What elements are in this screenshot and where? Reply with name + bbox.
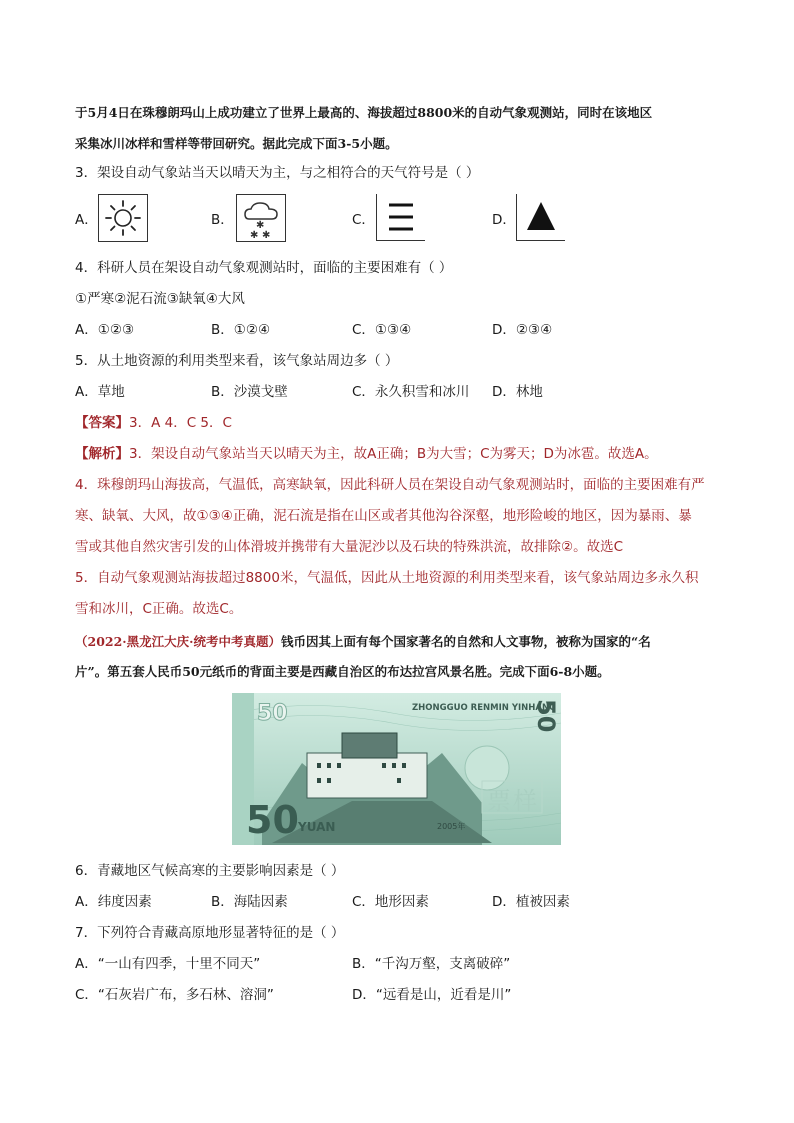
passage2-line-1 bbox=[75, 632, 651, 652]
bank-name: ZHONGGUO RENMIN YINHANG bbox=[412, 703, 557, 713]
svg-text:✱: ✱ bbox=[256, 220, 265, 231]
q6-option-d: D．植被因素 bbox=[492, 894, 570, 910]
heavy-snow-icon bbox=[236, 194, 286, 242]
denomination-side: 50 bbox=[532, 699, 560, 733]
denomination-bottom: 50 bbox=[246, 798, 299, 842]
answer-line bbox=[75, 413, 232, 433]
hail-icon bbox=[516, 194, 565, 241]
analysis-q3-text: 3．架设自动气象站当天以晴天为主，故A正确；B为大雪；C为雾天；D为冰雹。故选A。 bbox=[129, 446, 658, 462]
q4-option-b: B．①②④ bbox=[211, 322, 271, 338]
q7-option-b: B．“千沟万壑，支离破碎” bbox=[352, 956, 511, 972]
intro-line-1: 于5月4日在珠穆朗玛山上成功建立了世界上最高的、海拔超过8800米的自动气象观测站，同时在该地区 bbox=[75, 105, 653, 120]
source-tag: （2022·黑龙江大庆·统考中考真题） bbox=[75, 634, 281, 649]
q3-option-d-label: D． bbox=[492, 212, 516, 228]
question-7-stem: 7．下列符合青藏高原地形显著特征的是（ ） bbox=[75, 925, 345, 941]
passage2-text-1: 钱币因其上面有每个国家著名的自然和人文事物，被称为国家的“名 bbox=[281, 634, 651, 649]
currency-label: YUAN bbox=[298, 820, 336, 834]
issue-year: 2005年 bbox=[437, 822, 466, 831]
q5-option-d: D．林地 bbox=[492, 384, 543, 400]
q6-option-a: A．纬度因素 bbox=[75, 894, 152, 910]
answer-text: 3．A 4．C 5．C bbox=[129, 415, 232, 431]
q3-option-b-label: B． bbox=[211, 212, 234, 228]
question-4-list: ①严寒②泥石流③缺氧④大风 bbox=[75, 291, 245, 307]
question-4-stem: 4．科研人员在架设自动气象观测站时，面临的主要困难有（ ） bbox=[75, 260, 453, 276]
q6-option-b: B．海陆因素 bbox=[211, 894, 288, 910]
answer-tag: 【答案】 bbox=[75, 415, 129, 431]
q5-option-a: A．草地 bbox=[75, 384, 125, 400]
passage2-line-2: 片”。第五套人民币50元纸币的背面主要是西藏自治区的布达拉宫风景名胜。完成下面6-8小题。 bbox=[75, 664, 610, 679]
sun-icon bbox=[98, 194, 148, 242]
q7-option-a: A．“一山有四季，十里不同天” bbox=[75, 956, 261, 972]
question-6-stem: 6．青藏地区气候高寒的主要影响因素是（ ） bbox=[75, 863, 345, 879]
denomination-top: 50 bbox=[257, 701, 288, 726]
q7-option-c: C．“石灰岩广布，多石林、溶洞” bbox=[75, 987, 274, 1003]
analysis-line-5: 5．自动气象观测站海拔超过8800米，气温低，因此从土地资源的利用类型来看，该气象站周边多永久积 bbox=[75, 570, 699, 586]
sample-seal: 票样 bbox=[487, 787, 539, 815]
q5-option-b: B．沙漠戈壁 bbox=[211, 384, 288, 400]
intro-line-2: 采集冰川冰样和雪样等带回研究。据此完成下面3-5小题。 bbox=[75, 136, 398, 151]
analysis-tag: 【解析】 bbox=[75, 446, 129, 462]
q7-option-d: D．“远看是山，近看是川” bbox=[352, 987, 512, 1003]
analysis-line-1 bbox=[75, 444, 658, 464]
analysis-line-6: 雪和冰川，C正确。故选C。 bbox=[75, 601, 243, 617]
analysis-line-3: 寒、缺氧、大风，故①③④正确，泥石流是指在山区或者其他沟谷深壑，地形险峻的地区，因为暴雨、暴 bbox=[75, 508, 692, 524]
q6-option-c: C．地形因素 bbox=[352, 894, 429, 910]
q4-option-a: A．①②③ bbox=[75, 322, 135, 338]
banknote-image bbox=[232, 693, 561, 845]
q4-option-d: D．②③④ bbox=[492, 322, 553, 338]
q4-option-c: C．①③④ bbox=[352, 322, 412, 338]
svg-text:✱: ✱ bbox=[262, 230, 271, 241]
question-5-stem: 5．从土地资源的利用类型来看，该气象站周边多（ ） bbox=[75, 353, 399, 369]
analysis-line-2: 4．珠穆朗玛山海拔高，气温低，高寒缺氧，因此科研人员在架设自动气象观测站时，面临的主要困难有严 bbox=[75, 477, 705, 493]
svg-text:✱: ✱ bbox=[250, 230, 259, 241]
q3-option-a-label: A． bbox=[75, 212, 98, 228]
question-3-stem: 3．架设自动气象站当天以晴天为主，与之相符合的天气符号是（ ） bbox=[75, 165, 480, 181]
fog-icon bbox=[376, 194, 425, 241]
analysis-line-4: 雪或其他自然灾害引发的山体滑坡并携带有大量泥沙以及石块的特殊洪流，故排除②。故选C bbox=[75, 539, 624, 555]
q3-option-c-label: C． bbox=[352, 212, 375, 228]
q5-option-c: C．永久积雪和冰川 bbox=[352, 384, 470, 400]
